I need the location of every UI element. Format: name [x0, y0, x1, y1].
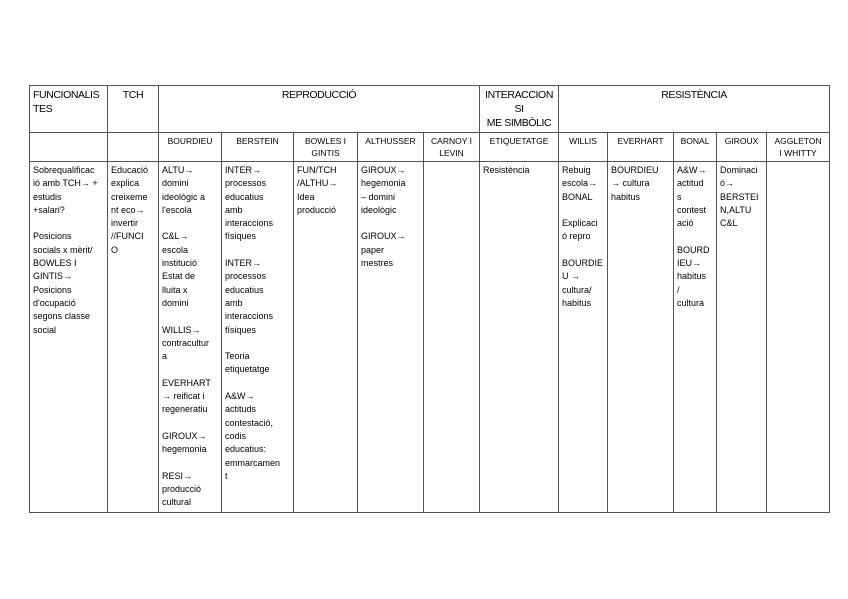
subheader-row: [30, 133, 830, 162]
cell-aggleton-whitty: [767, 162, 830, 513]
cell-bonal: A&W→ actitud s contest ació BOURD IEU→ habitus / cultura: [674, 162, 717, 513]
subheader-carnoy-levin: CARNOY I LEVIN: [424, 133, 480, 162]
subheader-bourdieu: BOURDIEU: [159, 133, 222, 162]
cell-carnoy-levin: [424, 162, 480, 513]
cell-everhart: BOURDIEU → cultura habitus: [608, 162, 674, 513]
subheader-empty-tch: [108, 133, 159, 162]
subheader-bonal: BONAL: [674, 133, 717, 162]
header-reproduccio: REPRODUCCIÓ: [159, 86, 480, 133]
cell-berstein: INTER→ processos educatius amb interaccions físiques INTER→ processos educatius amb interaccions físiques Teoria etiquetatge A&W→ actituds contestació, codis educatius: emmarcamen t: [222, 162, 294, 513]
cell-tch: Educació explica creixeme nt eco→ invertir //FUNCI O: [108, 162, 159, 513]
cell-etiquetatge: Resistència: [480, 162, 559, 513]
body-row: [30, 162, 830, 513]
theories-table: [29, 85, 830, 513]
cell-bowles-gintis: FUN/TCH /ALTHU→ Idea producció: [294, 162, 358, 513]
subheader-bowles-gintis: BOWLES I GINTIS: [294, 133, 358, 162]
cell-giroux: Dominaci ó→ BERSTEI N,ALTU C&L: [717, 162, 767, 513]
subheader-althusser: ALTHUSSER: [358, 133, 424, 162]
cell-funcionalistes: Sobrequalificac ió amb TCH→ + estudis +salari? Posicions socials x mèrit/ BOWLES I GINTIS→ Posicions d'ocupació segons classe social: [30, 162, 108, 513]
header-row: [30, 86, 830, 133]
cell-althusser: GIROUX→ hegemonia – domini ideològic GIROUX→ paper mestres: [358, 162, 424, 513]
subheader-everhart: EVERHART: [608, 133, 674, 162]
subheader-willis: WILLIS: [559, 133, 608, 162]
subheader-etiquetatge: ETIQUETATGE: [480, 133, 559, 162]
subheader-empty-funcionalistes: [30, 133, 108, 162]
cell-bourdieu: ALTU→ domini ideològic a l'escola C&L→ escola institució Estat de lluita x domini WILLIS→ contracultur a EVERHART → reificat i regeneratiu GIROUX→ hegemonia RESI→ producció cultural: [159, 162, 222, 513]
header-interaccionisme-simbolic: INTERACCIONSI ME SIMBÒLIC: [480, 86, 559, 133]
subheader-aggleton-whitty: AGGLETON I WHITTY: [767, 133, 830, 162]
subheader-giroux: GIROUX: [717, 133, 767, 162]
subheader-berstein: BERSTEIN: [222, 133, 294, 162]
header-funcionalistes: FUNCIONALISTES: [30, 86, 108, 133]
header-tch: TCH: [108, 86, 159, 133]
header-resistencia: RESISTÈNCIA: [559, 86, 830, 133]
cell-willis: Rebuig escola→ BONAL Explicaci ó repro BOURDIE U → cultura/ habitus: [559, 162, 608, 513]
